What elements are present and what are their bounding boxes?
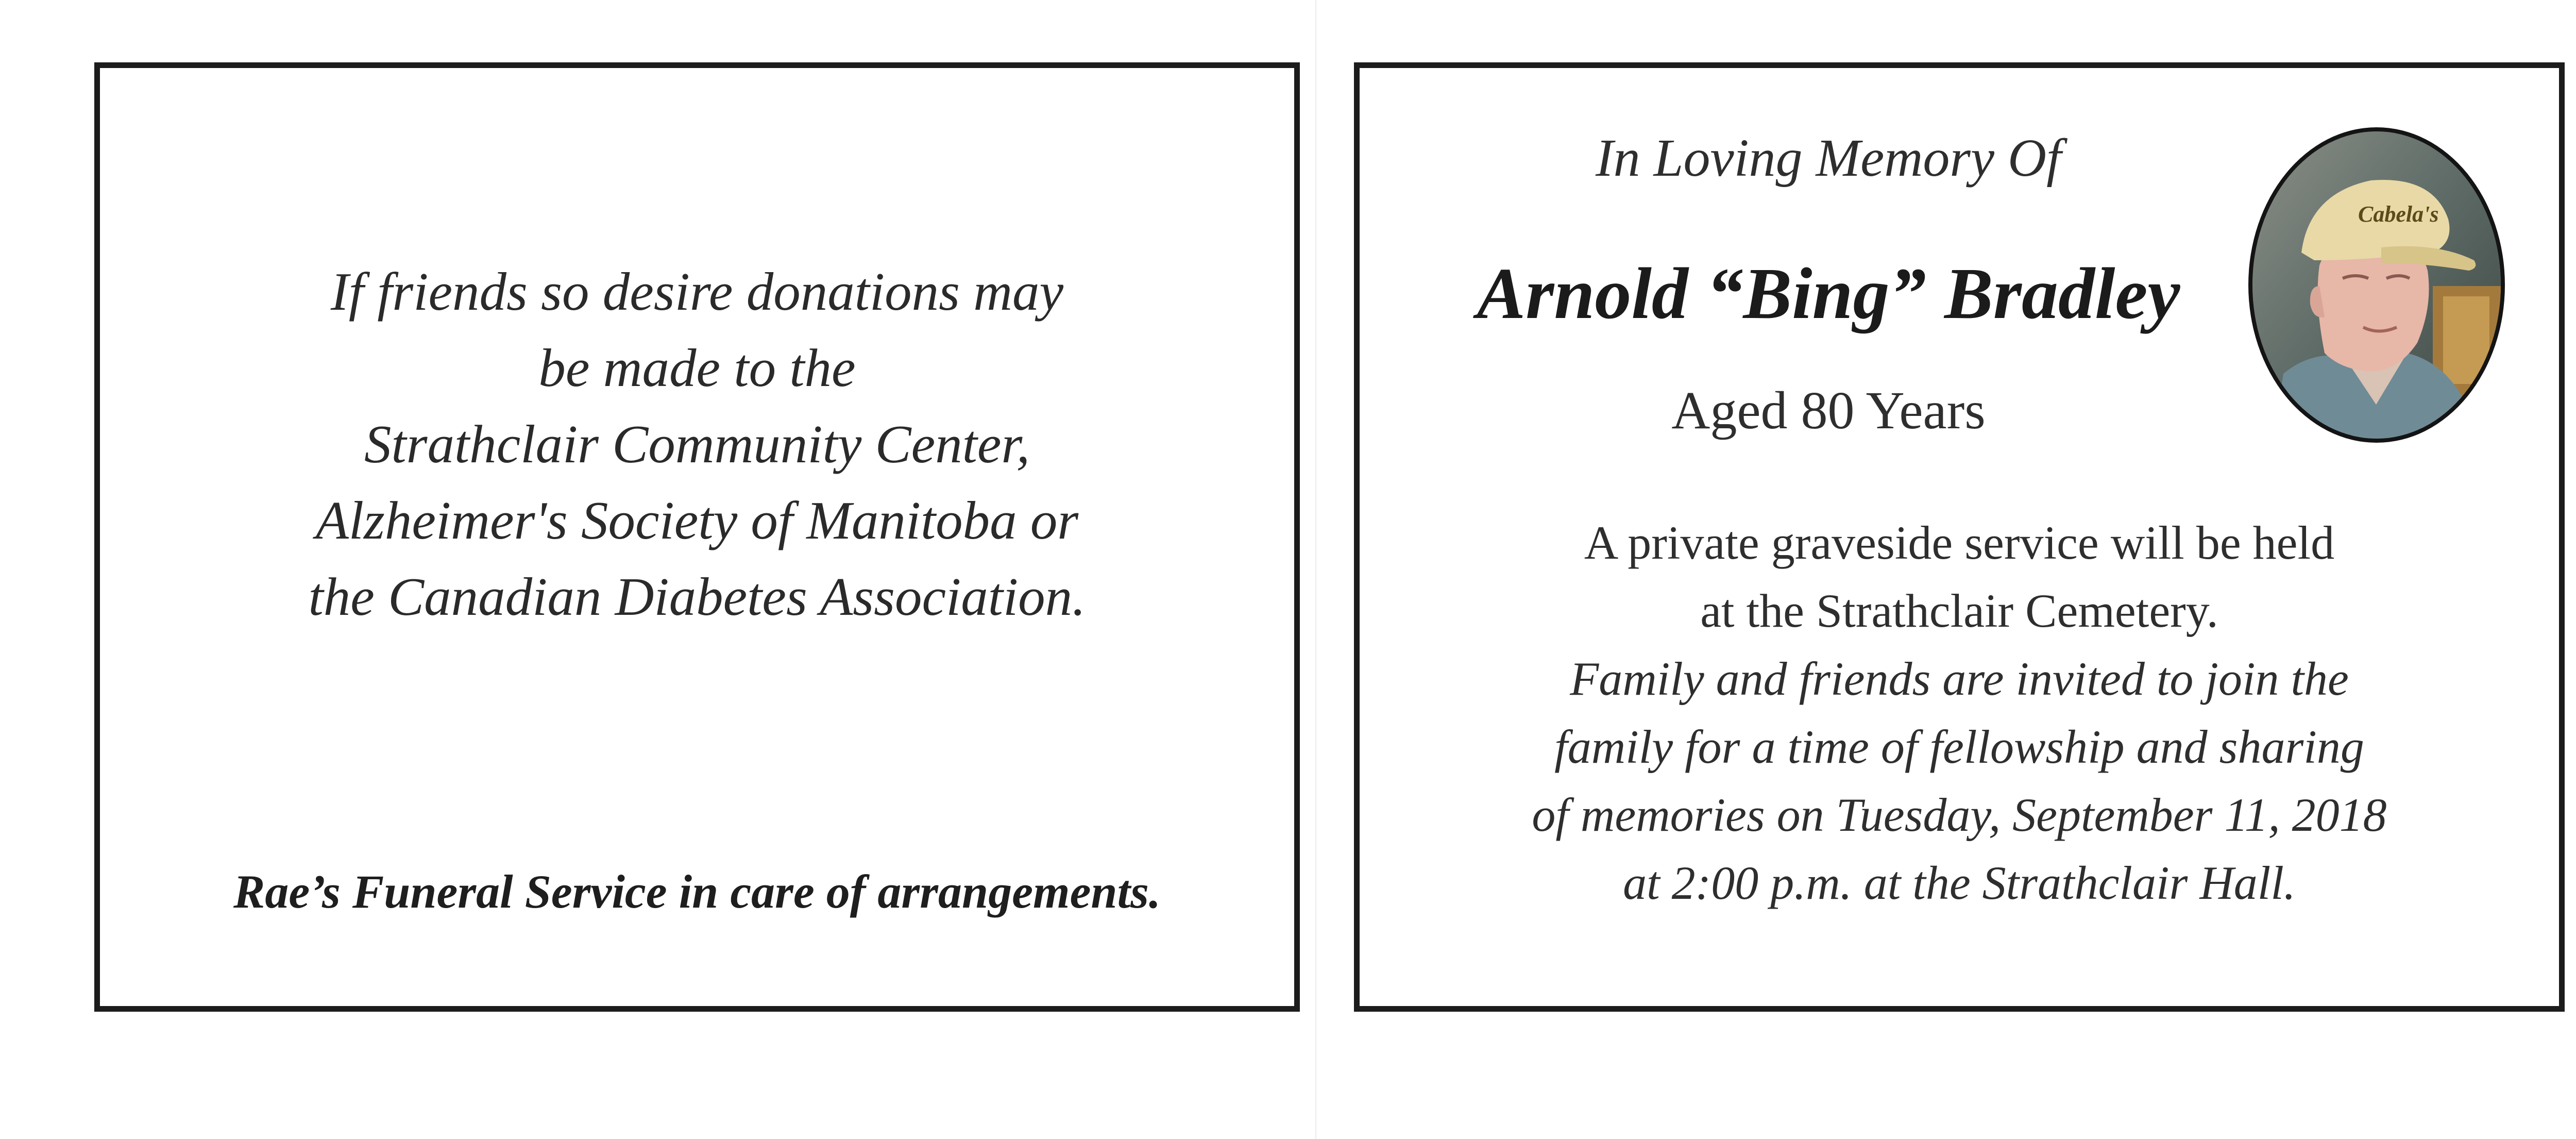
deceased-name: Arnold “Bing” Bradley [1477, 253, 2180, 334]
age-line: Aged 80 Years [1671, 381, 1986, 440]
donation-line: If friends so desire donations may [330, 261, 1064, 322]
memory-heading: In Loving Memory Of [1595, 128, 2062, 188]
invitation-line: Family and friends are invited to join the [1570, 652, 2349, 705]
invitation-line: family for a time of fellowship and sharing [1554, 721, 2364, 773]
memorial-panel [1354, 62, 2565, 1012]
service-line: at the Strathclair Cemetery. [1700, 584, 2218, 637]
donation-line: be made to the [538, 338, 856, 398]
donation-line: Alzheimer's Society of Manitoba or [315, 490, 1079, 550]
donation-line: the Canadian Diabetes Association. [308, 566, 1086, 627]
service-details [1360, 509, 2559, 917]
invitation-line: of memories on Tuesday, September 11, 2018 [1532, 789, 2387, 841]
portrait-illustration [2252, 131, 2501, 439]
funeral-service-note: Rae’s Funeral Service in care of arrangements. [233, 865, 1161, 918]
cap-logo-text: Cabela's [2358, 202, 2439, 227]
card-fold [1315, 0, 1316, 1139]
donation-line: Strathclair Community Center, [364, 414, 1030, 474]
portrait-photo [2248, 127, 2505, 443]
service-line: A private graveside service will be held [1584, 516, 2335, 569]
donations-panel [94, 62, 1300, 1012]
invitation-line: at 2:00 p.m. at the Strathclair Hall. [1623, 857, 2296, 909]
donation-text [100, 254, 1294, 635]
